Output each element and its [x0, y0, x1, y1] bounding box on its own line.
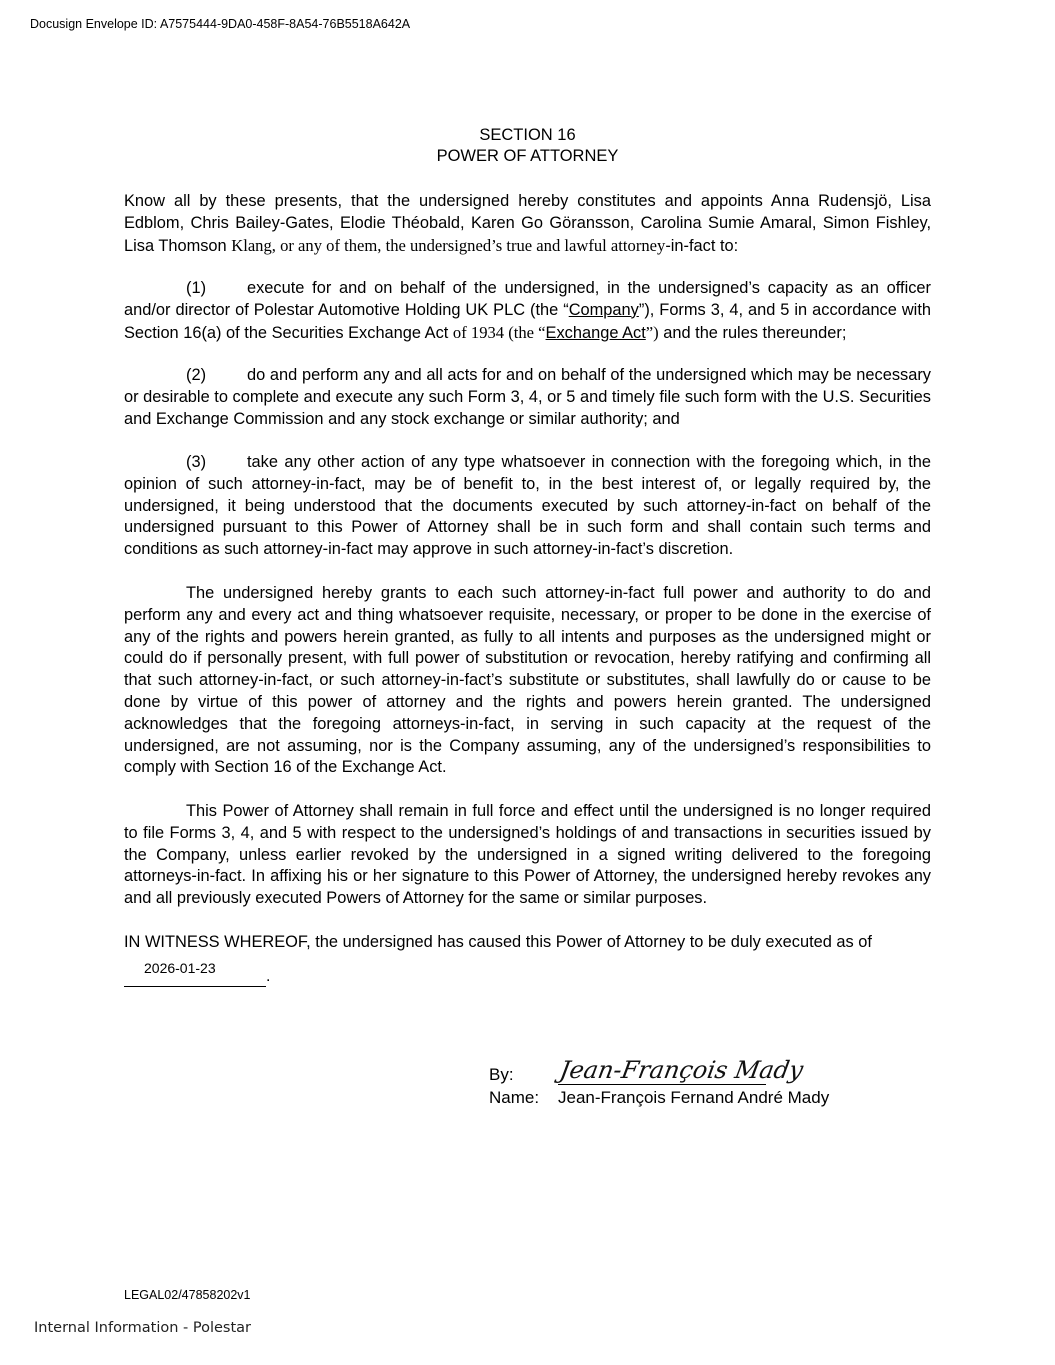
item-3-number: (3) [186, 453, 207, 471]
signature-line [558, 1084, 766, 1085]
signer-name: Jean-François Fernand André Mady [558, 1088, 830, 1107]
item-2-text: do and perform any and all acts for and on behalf of the undersigned which may be necessary or desirable to complete and execute any such Form 3, 4, or 5 and timely file such form with the U.S. Securities and Exchange Commission and any stock exchange or similar authority; and [124, 366, 931, 428]
grant-paragraph: The undersigned hereby grants to each such attorney-in-fact full power and authority to do and perform any and every act and thing whatsoever requisite, necessary, or proper to be done in the exercise of any of the rights and powers herein granted, as fully to all intents and purposes as the undersigned might or could do if personally present, with full power of substitution or revocation, hereby ratifying and confirming all that such attorney-in-fact, or such attorney-in-fact’s substitute or substitutes, shall lawfully do or cause to be done by virtue of this power of attorney and the rights and powers herein granted. The undersigned acknowledges that the foregoing attorneys-in-fact, in serving in such capacity at the request of the undersigned, are not assuming, nor is the Company assuming, any of the undersigned’s responsibilities to comply with Section 16 of the Exchange Act. [124, 584, 931, 777]
page-title [0, 125, 1055, 167]
item-1-text-e: and the rules thereunder; [658, 323, 847, 342]
item-1-text-d: ”) [645, 322, 659, 342]
classification-label: Internal Information - Polestar [34, 1320, 252, 1336]
by-label: By: [489, 1065, 514, 1084]
name-label: Name: [489, 1088, 540, 1107]
handwritten-signature [557, 1048, 806, 1088]
date-period: . [266, 968, 271, 985]
envelope-id: Docusign Envelope ID: A7575444-9DA0-458F-8A54-76B5518A642A [30, 17, 411, 31]
document-code: LEGAL02/47858202v1 [124, 1288, 251, 1302]
item-1-number: (1) [186, 279, 207, 297]
execution-date: 2026-01-23 [144, 960, 216, 976]
document-heading: POWER OF ATTORNEY [436, 147, 619, 165]
item-2-paragraph [124, 365, 931, 430]
signature-glyphs: Jean-François Mady [557, 1056, 806, 1084]
signature [557, 1048, 806, 1088]
intro-text-b: Klang, or any of them, the undersigned’s true and lawful attorney [231, 235, 666, 255]
intro-text-c: -in-fact to: [665, 236, 739, 255]
item-3-text: take any other action of any type whatsoever in connection with the foregoing which, in the opinion of such attorney-in-fact, may be of benefit to, in the best interest of, or legally required by, the undersigned, it being understood that the documents executed by such attorney-in-fact on behalf of the undersigned pursuant to this Power of Attorney shall be in such form and shall contain such terms and conditions as such attorney-in-fact may approve in such attorney-in-fact’s discretion. [124, 453, 931, 559]
intro-paragraph [124, 191, 931, 257]
item-2-number: (2) [186, 366, 207, 384]
section-heading: SECTION 16 [479, 126, 576, 144]
witness-paragraph: IN WITNESS WHEREOF, the undersigned has caused this Power of Attorney to be duly executed as of [124, 933, 872, 951]
duration-paragraph: This Power of Attorney shall remain in full force and effect until the undersigned is no longer required to file Forms 3, 4, and 5 with respect to the undersigned’s holdings of and transactions in securities issued by the Company, unless earlier revoked by the undersigned in a signed writing delivered to the foregoing attorneys-in-fact. In affixing his or her signature to this Power of Attorney, the undersigned hereby revokes any and all previously executed Powers of Attorney for the same or similar purposes. [124, 802, 931, 908]
item-3-paragraph [124, 452, 931, 561]
item-1-text-c: of 1934 (the “ [452, 322, 546, 342]
company-defined-term: Company [568, 300, 639, 319]
item-1-paragraph [124, 278, 931, 344]
intro-text-a: Know all by these presents, that the undersigned hereby constitutes and appoints Anna Rudensjö, Lisa Edblom, Chris Bailey-Gates, Elodie Théobald, Karen Go Göransson, Carolina Sumie Amaral, Simon Fishley, Lisa Thomson [124, 192, 931, 255]
exchange-act-defined-term: Exchange Act [545, 323, 646, 342]
item-1-text-a: execute for and on behalf of the undersigned, in the undersigned’s capacity as an officer and/or director of Polestar Automotive Holding UK PLC (the “ [124, 279, 931, 319]
item-1-text-b: ”), Forms 3, 4, and 5 in accordance with Section 16(a) of the Securities Exchange Act [124, 300, 931, 342]
date-line [124, 980, 266, 987]
